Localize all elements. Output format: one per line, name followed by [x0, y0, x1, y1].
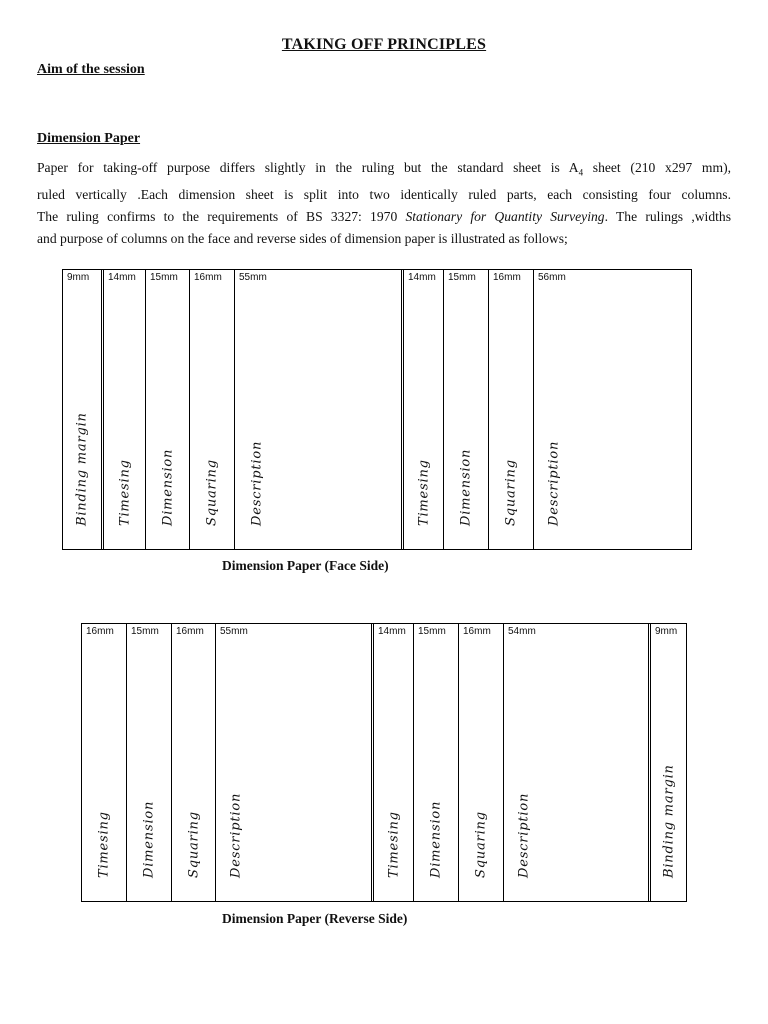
dimension-paper-heading: Dimension Paper [37, 131, 141, 146]
face-col-width: 16mm [194, 272, 222, 283]
face-side-table [62, 269, 692, 550]
aim-heading: Aim of the session [37, 62, 145, 77]
reverse-col-width: 16mm [176, 626, 204, 637]
face-side-caption: Dimension Paper (Face Side) [222, 558, 389, 573]
reverse-col-label: Timesing [96, 811, 112, 878]
face-col-label: Squaring [503, 459, 519, 526]
reverse-col-description-2 [503, 624, 648, 901]
paragraph-line-3-end: . The rulings ,widths [604, 208, 731, 224]
reverse-col-width: 16mm [463, 626, 491, 637]
reverse-col-width: 55mm [220, 626, 248, 637]
face-col-label: Description [249, 440, 265, 526]
reverse-col-label: Timesing [386, 811, 401, 878]
reverse-col-timesing [82, 624, 126, 901]
reverse-col-label: Binding margin [661, 764, 676, 878]
paragraph-line-1-end: sheet (210 x297 mm), [583, 160, 732, 175]
reverse-col-label: Squaring [473, 811, 489, 878]
paragraph-line-1 [37, 157, 731, 184]
face-col-width: 56mm [538, 272, 566, 283]
face-col-label: Timesing [117, 459, 132, 526]
reverse-col-label: Description [516, 792, 532, 878]
reverse-col-label: Dimension [428, 800, 444, 878]
face-col-width: 9mm [67, 272, 90, 283]
reverse-side-caption: Dimension Paper (Reverse Side) [222, 911, 408, 926]
reverse-col-width: 9mm [655, 626, 678, 637]
reverse-col-width: 15mm [418, 626, 446, 637]
face-col-width: 14mm [108, 272, 136, 283]
face-col-width: 15mm [448, 272, 476, 283]
reverse-col-label: Dimension [141, 800, 157, 878]
face-col-label: Timesing [416, 459, 431, 526]
face-col-width: 14mm [408, 272, 436, 283]
reverse-col-width: 16mm [86, 626, 114, 637]
reverse-col-width: 54mm [508, 626, 536, 637]
reverse-col-dimension [126, 624, 171, 901]
face-col-label: Dimension [160, 448, 175, 526]
a4-subscript: 4 [578, 167, 584, 178]
reverse-col-dimension-2 [413, 624, 458, 901]
reverse-col-label: Squaring [186, 811, 201, 878]
paragraph-line-4: and purpose of columns on the face and reverse sides of dimension paper is illustrated as follows; [37, 230, 568, 246]
face-col-squaring [189, 270, 234, 549]
reverse-side-table [81, 623, 687, 902]
face-col-timesing [101, 270, 145, 549]
face-col-description [234, 270, 401, 549]
face-col-timesing-2 [401, 270, 443, 549]
face-col-description-2 [533, 270, 691, 549]
standard-title: Stationary for Quantity Surveying [405, 208, 605, 224]
reverse-col-squaring [171, 624, 215, 901]
paragraph-line-2: ruled vertically .Each dimension sheet is split into two identically ruled parts, each consisting four columns. [37, 186, 731, 202]
face-col-label: Description [546, 440, 562, 526]
face-col-dimension-2 [443, 270, 488, 549]
reverse-col-squaring-2 [458, 624, 503, 901]
reverse-col-width: 14mm [378, 626, 406, 637]
face-col-label: Squaring [204, 459, 220, 526]
face-col-dimension [145, 270, 189, 549]
face-col-squaring-2 [488, 270, 533, 549]
intro-paragraph [37, 157, 731, 250]
face-col-label: Binding margin [74, 412, 90, 526]
reverse-col-timesing-2 [371, 624, 413, 901]
face-col-width: 16mm [493, 272, 521, 283]
reverse-col-binding-margin [648, 624, 686, 901]
face-col-width: 55mm [239, 272, 267, 283]
paragraph-line-3 [37, 206, 731, 228]
reverse-col-description [215, 624, 371, 901]
face-col-binding-margin [63, 270, 101, 549]
face-col-label: Dimension [458, 448, 474, 526]
paragraph-line-1-text: Paper for taking-off purpose differs slightly in the ruling but the standard sheet is A [37, 160, 579, 175]
paragraph-line-3-start: The ruling confirms to the requirements of BS 3327: 1970 [37, 208, 406, 224]
reverse-col-width: 15mm [131, 626, 159, 637]
page-title: TAKING OFF PRINCIPLES [281, 36, 487, 53]
reverse-col-label: Description [228, 792, 244, 878]
face-col-width: 15mm [150, 272, 178, 283]
